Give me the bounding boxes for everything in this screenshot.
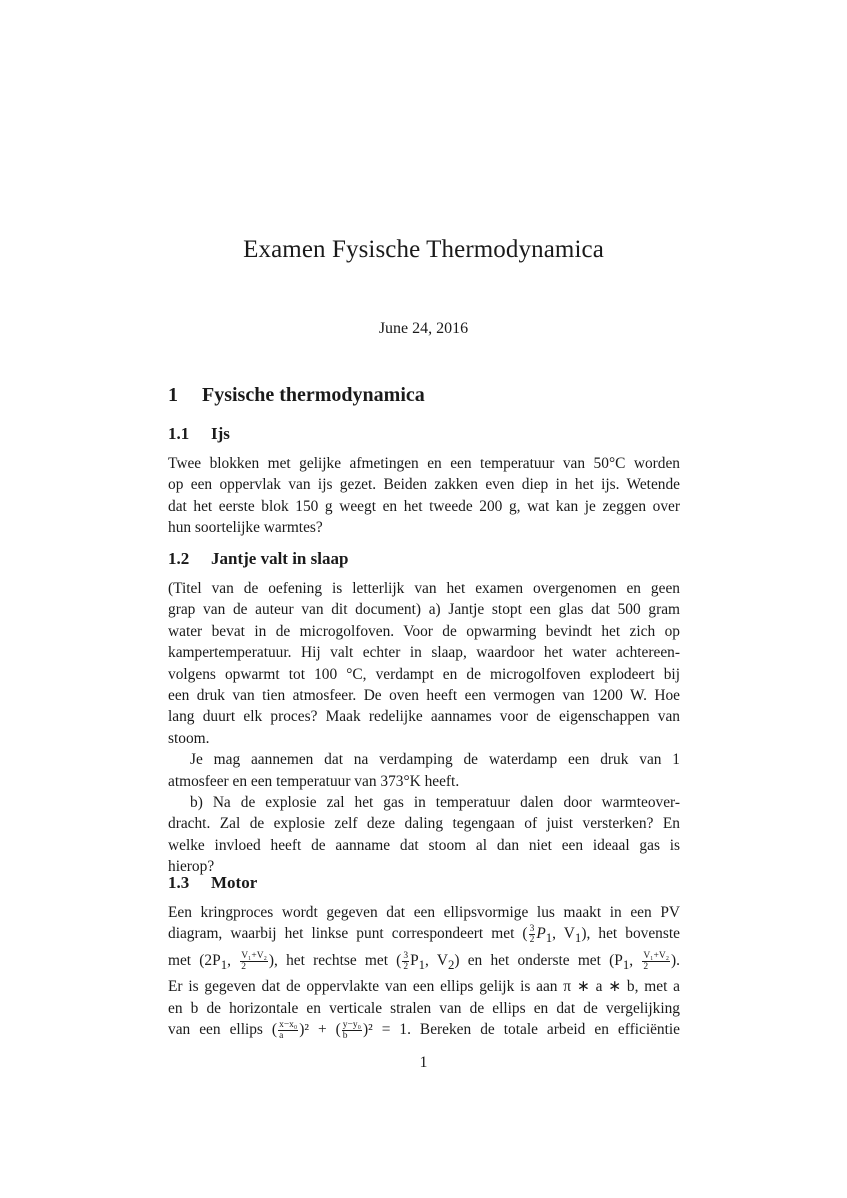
text-span: )² = 1. Bereken de totale arbeid en efficiëntie bbox=[362, 1021, 681, 1039]
fraction: $\frac{\text{y−y₀}}{b}$ bbox=[342, 1020, 361, 1042]
subsection-heading-1-1 bbox=[168, 424, 230, 444]
text-line: water bevat in de microgolfoven. Voor de opwarming bevindt het zich op bbox=[168, 622, 680, 640]
text-line: atmosfeer en een temperatuur van 373°K heeft. bbox=[168, 772, 460, 790]
text-line: Een kringproces wordt gegeven dat een ellipsvormige lus maakt in een PV bbox=[168, 904, 680, 921]
text-span: , V bbox=[425, 951, 448, 969]
text-line: dat het eerste blok 150 g weegt en het tweede 200 g, wat kan je zeggen over bbox=[168, 497, 680, 515]
fraction: $\frac{\text{x−x₀}}{a}$ bbox=[279, 1020, 298, 1042]
text-line: en b de horizontale en verticale stralen van de ellips en dat de vergelijking bbox=[168, 999, 680, 1017]
subscript: 1 bbox=[418, 957, 426, 972]
subscript: 1 bbox=[545, 931, 553, 946]
subsection-title: Motor bbox=[211, 873, 258, 892]
text-span: ). bbox=[671, 951, 680, 969]
section-number: 1 bbox=[168, 384, 178, 406]
text-line-with-math bbox=[168, 923, 680, 949]
text-line: kampertemperatuur. Hij valt echter in slaap, waardoor het water achtereen- bbox=[168, 644, 680, 662]
text-span: , bbox=[629, 951, 642, 969]
text-span: P bbox=[410, 951, 419, 969]
paragraph-ijs bbox=[168, 453, 680, 539]
text-span: ), het rechtse met ( bbox=[268, 951, 402, 969]
text-line: volgens opwarmt tot 100 °C, verdampt en de microgolfoven explodeert bij bbox=[168, 665, 680, 683]
text-span: P bbox=[536, 925, 546, 943]
fraction: $\frac{3}{2}$ bbox=[403, 950, 409, 972]
text-line: (Titel van de oefening is letterlijk van het examen overgenomen en geen bbox=[168, 580, 680, 597]
subsection-heading-1-2 bbox=[168, 549, 348, 569]
fraction: $\frac{3}{2}$ bbox=[529, 924, 535, 946]
text-line: Twee blokken met gelijke afmetingen en een temperatuur van 50°C worden bbox=[168, 455, 680, 472]
subsection-number: 1.3 bbox=[168, 873, 190, 892]
subscript: 1 bbox=[622, 957, 630, 972]
text-line: stoom. bbox=[168, 729, 210, 747]
section-title: Fysische thermodynamica bbox=[202, 384, 425, 406]
subscript: 2 bbox=[447, 957, 455, 972]
text-line: grap van de auteur van dit document) a) Jantje stopt een glas dat 500 gram bbox=[168, 601, 680, 619]
text-line: Er is gegeven dat de oppervlakte van een ellips gelijk is aan π ∗ a ∗ b, met a bbox=[168, 978, 680, 996]
text-line: b) Na de explosie zal het gas in temperatuur dalen door warmteover- bbox=[190, 794, 680, 812]
document-title: Examen Fysische Thermodynamica bbox=[243, 236, 604, 263]
text-line-with-math bbox=[168, 1019, 680, 1041]
section-heading-1 bbox=[168, 384, 425, 407]
text-span: , V bbox=[552, 925, 575, 943]
text-line: Je mag aannemen dat na verdamping de waterdamp een druk van 1 bbox=[190, 751, 680, 769]
text-span: diagram, waarbij het linkse punt correspondeert met ( bbox=[168, 925, 528, 943]
text-line: op een oppervlak van ijs gezet. Beiden zakken even diep in het ijs. Wetende bbox=[168, 476, 680, 494]
document-date: June 24, 2016 bbox=[378, 320, 469, 337]
text-span: ), het bovenste bbox=[581, 925, 680, 943]
subscript: 1 bbox=[574, 931, 582, 946]
page-number: 1 bbox=[419, 1054, 428, 1071]
text-line: dracht. Zal de explosie zelf deze daling tegengaan of juist versterken? En bbox=[168, 815, 680, 833]
fraction: $\frac{\text{V₁+V₂}}{2}$ bbox=[643, 950, 670, 972]
subsection-title: Ijs bbox=[211, 424, 230, 443]
subsection-number: 1.1 bbox=[168, 424, 190, 443]
subscript: 1 bbox=[220, 957, 228, 972]
text-span: , bbox=[227, 951, 240, 969]
subsection-title: Jantje valt in slaap bbox=[211, 549, 349, 568]
paragraph-motor bbox=[168, 902, 680, 1041]
fraction: $\frac{\text{V₁+V₂}}{2}$ bbox=[241, 950, 267, 972]
text-line: een druk van tien atmosfeer. De oven heeft een vermogen van 1200 W. Hoe bbox=[168, 687, 680, 705]
text-line: hun soortelijke warmtes? bbox=[168, 519, 323, 537]
text-span: met (2P bbox=[168, 951, 221, 969]
text-line: hierop? bbox=[168, 858, 215, 876]
text-span: ) en het onderste met (P bbox=[454, 951, 623, 969]
text-line: lang duurt elk proces? Maak redelijke aannames voor de eigenschappen van bbox=[168, 708, 680, 726]
subsection-number: 1.2 bbox=[168, 549, 190, 568]
text-span: )² + ( bbox=[299, 1021, 341, 1039]
subsection-heading-1-3 bbox=[168, 873, 257, 893]
paragraph-jantje-a bbox=[168, 578, 680, 878]
text-span: van een ellips ( bbox=[168, 1021, 278, 1039]
text-line-with-math bbox=[168, 950, 680, 976]
text-line: welke invloed heeft de aanname dat stoom al dan niet een ideaal gas is bbox=[168, 836, 680, 854]
